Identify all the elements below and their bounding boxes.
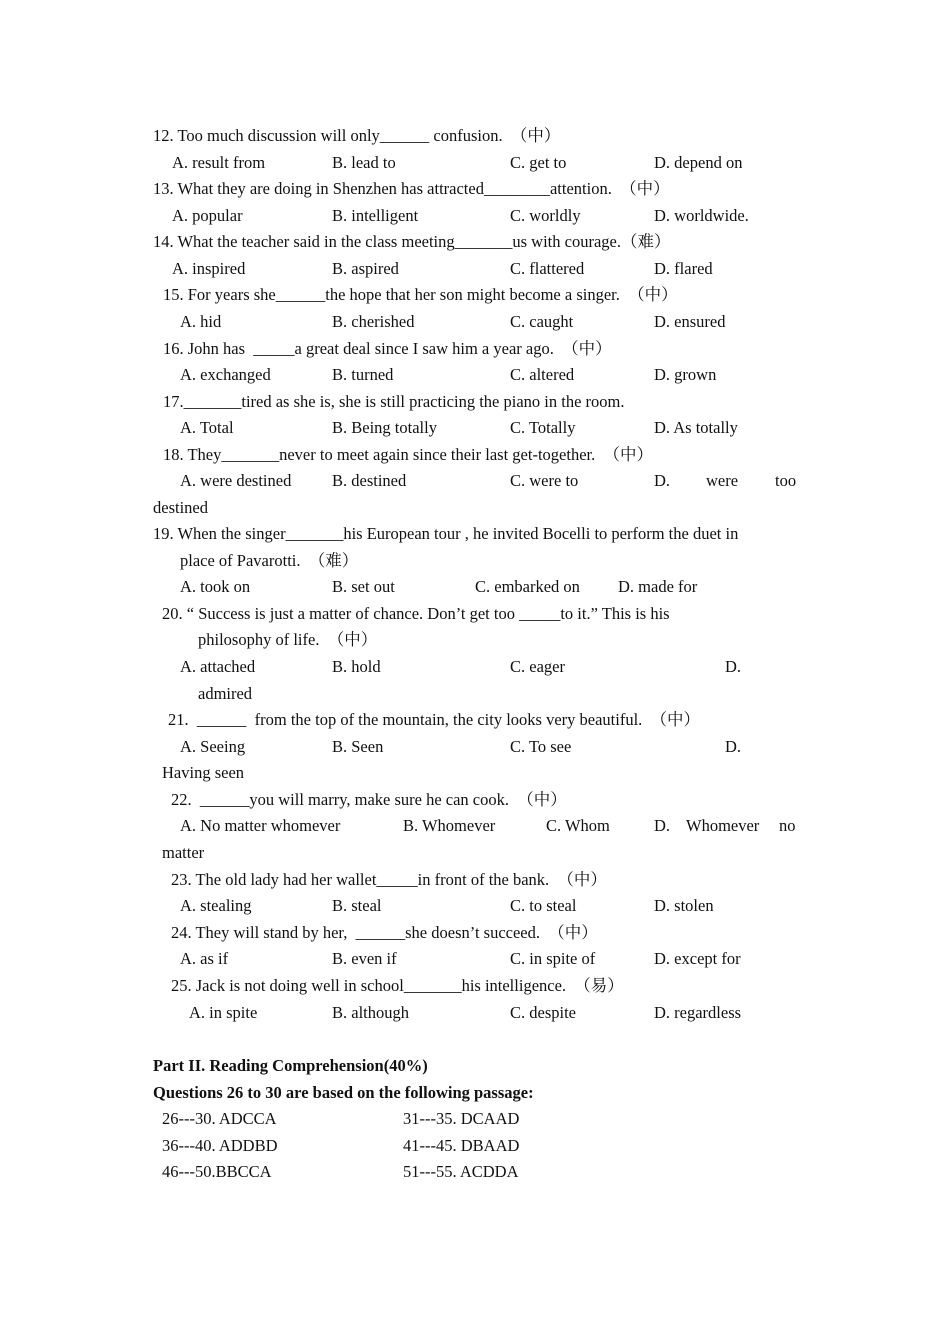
option-c: C. caught	[510, 312, 574, 331]
option-d: D. except for	[654, 949, 741, 968]
option-c: C. eager	[510, 657, 565, 676]
option-a: A. Total	[180, 418, 234, 437]
question-stem: 12. Too much discussion will only______ confusion. （中）	[153, 126, 561, 145]
option-d: D. ensured	[654, 312, 726, 331]
question-stem: 21. ______ from the top of the mountain, the city looks very beautiful. （中）	[168, 710, 701, 729]
answer-key: 31---35. DCAAD	[403, 1109, 520, 1128]
question-stem: 22. ______you will marry, make sure he can cook. （中）	[171, 790, 567, 809]
answer-key: 51---55. ACDDA	[403, 1162, 519, 1181]
option-b: B. destined	[332, 471, 407, 490]
option-a: A. stealing	[180, 896, 252, 915]
option-b: B. although	[332, 1003, 409, 1022]
option-d: D.	[725, 657, 742, 676]
section-subtitle: Questions 26 to 30 are based on the following passage:	[153, 1083, 534, 1102]
option-d: D. made for	[618, 577, 698, 596]
option-c: C. Whom	[546, 816, 610, 835]
option-b: B. aspired	[332, 259, 399, 278]
question-stem-cont: place of Pavarotti. （难）	[180, 551, 359, 570]
question-stem: 18. They_______never to meet again since their last get-together. （中）	[163, 445, 653, 464]
answer-key: 46---50.BBCCA	[162, 1162, 272, 1181]
option-a: A. took on	[180, 577, 251, 596]
option-d-text: no	[779, 816, 796, 835]
option-b: B. Being totally	[332, 418, 437, 437]
option-c: C. flattered	[510, 259, 585, 278]
option-b: B. even if	[332, 949, 397, 968]
option-d: D.	[654, 816, 671, 835]
question-stem: 25. Jack is not doing well in school_______his intelligence. （易）	[171, 976, 624, 995]
option-a: A. No matter whomever	[180, 816, 341, 835]
option-d: D.	[654, 471, 671, 490]
option-c: C. to steal	[510, 896, 577, 915]
option-a: A. inspired	[172, 259, 246, 278]
option-c: C. altered	[510, 365, 575, 384]
option-a: A. Seeing	[180, 737, 246, 756]
answer-key: 26---30. ADCCA	[162, 1109, 277, 1128]
option-b: B. intelligent	[332, 206, 419, 225]
option-wrap: Having seen	[162, 763, 245, 782]
option-a: A. were destined	[180, 471, 292, 490]
option-c: C. in spite of	[510, 949, 596, 968]
option-a: A. popular	[172, 206, 243, 225]
question-stem: 20. “ Success is just a matter of chance. Don’t get too _____to it.” This is his	[162, 604, 670, 623]
option-b: B. set out	[332, 577, 395, 596]
option-a: A. in spite	[189, 1003, 258, 1022]
question-stem: 14. What the teacher said in the class meeting_______us with courage.（难）	[153, 232, 671, 251]
question-stem: 24. They will stand by her, ______she doesn’t succeed. （中）	[171, 923, 598, 942]
section-title: Part II. Reading Comprehension(40%)	[153, 1056, 428, 1075]
option-d-text: were	[706, 471, 739, 490]
option-a: A. exchanged	[180, 365, 271, 384]
option-b: B. Seen	[332, 737, 384, 756]
option-c: C. To see	[510, 737, 572, 756]
option-c: C. despite	[510, 1003, 576, 1022]
option-d: D. stolen	[654, 896, 714, 915]
option-c: C. were to	[510, 471, 579, 490]
question-stem-cont: philosophy of life. （中）	[198, 630, 378, 649]
option-d: D. flared	[654, 259, 713, 278]
option-a: A. result from	[172, 153, 266, 172]
option-b: B. Whomever	[403, 816, 496, 835]
option-b: B. turned	[332, 365, 394, 384]
option-d: D. As totally	[654, 418, 738, 437]
question-stem: 13. What they are doing in Shenzhen has attracted________attention. （中）	[153, 179, 670, 198]
option-d-text: too	[775, 471, 797, 490]
option-c: C. worldly	[510, 206, 581, 225]
option-c: C. embarked on	[475, 577, 580, 596]
question-stem: 17._______tired as she is, she is still practicing the piano in the room.	[163, 392, 625, 411]
option-d: D. regardless	[654, 1003, 742, 1022]
option-d-text: Whomever	[686, 816, 760, 835]
option-a: A. as if	[180, 949, 229, 968]
question-stem: 23. The old lady had her wallet_____in front of the bank. （中）	[171, 870, 607, 889]
question-stem: 19. When the singer_______his European tour , he invited Bocelli to perform the duet in	[153, 524, 739, 543]
option-wrap: admired	[198, 684, 253, 703]
answer-key: 41---45. DBAAD	[403, 1136, 520, 1155]
option-a: A. attached	[180, 657, 256, 676]
option-d: D. grown	[654, 365, 717, 384]
option-b: B. hold	[332, 657, 381, 676]
option-c: C. Totally	[510, 418, 576, 437]
option-b: B. steal	[332, 896, 382, 915]
option-wrap: destined	[153, 498, 208, 517]
question-stem: 15. For years she______the hope that her son might become a singer. （中）	[163, 285, 678, 304]
question-stem: 16. John has _____a great deal since I saw him a year ago. （中）	[163, 339, 612, 358]
option-d: D. depend on	[654, 153, 743, 172]
answer-key: 36---40. ADDBD	[162, 1136, 278, 1155]
option-b: B. cherished	[332, 312, 415, 331]
option-wrap: matter	[162, 843, 205, 862]
option-d: D.	[725, 737, 742, 756]
option-c: C. get to	[510, 153, 567, 172]
option-d: D. worldwide.	[654, 206, 749, 225]
option-a: A. hid	[180, 312, 222, 331]
option-b: B. lead to	[332, 153, 396, 172]
